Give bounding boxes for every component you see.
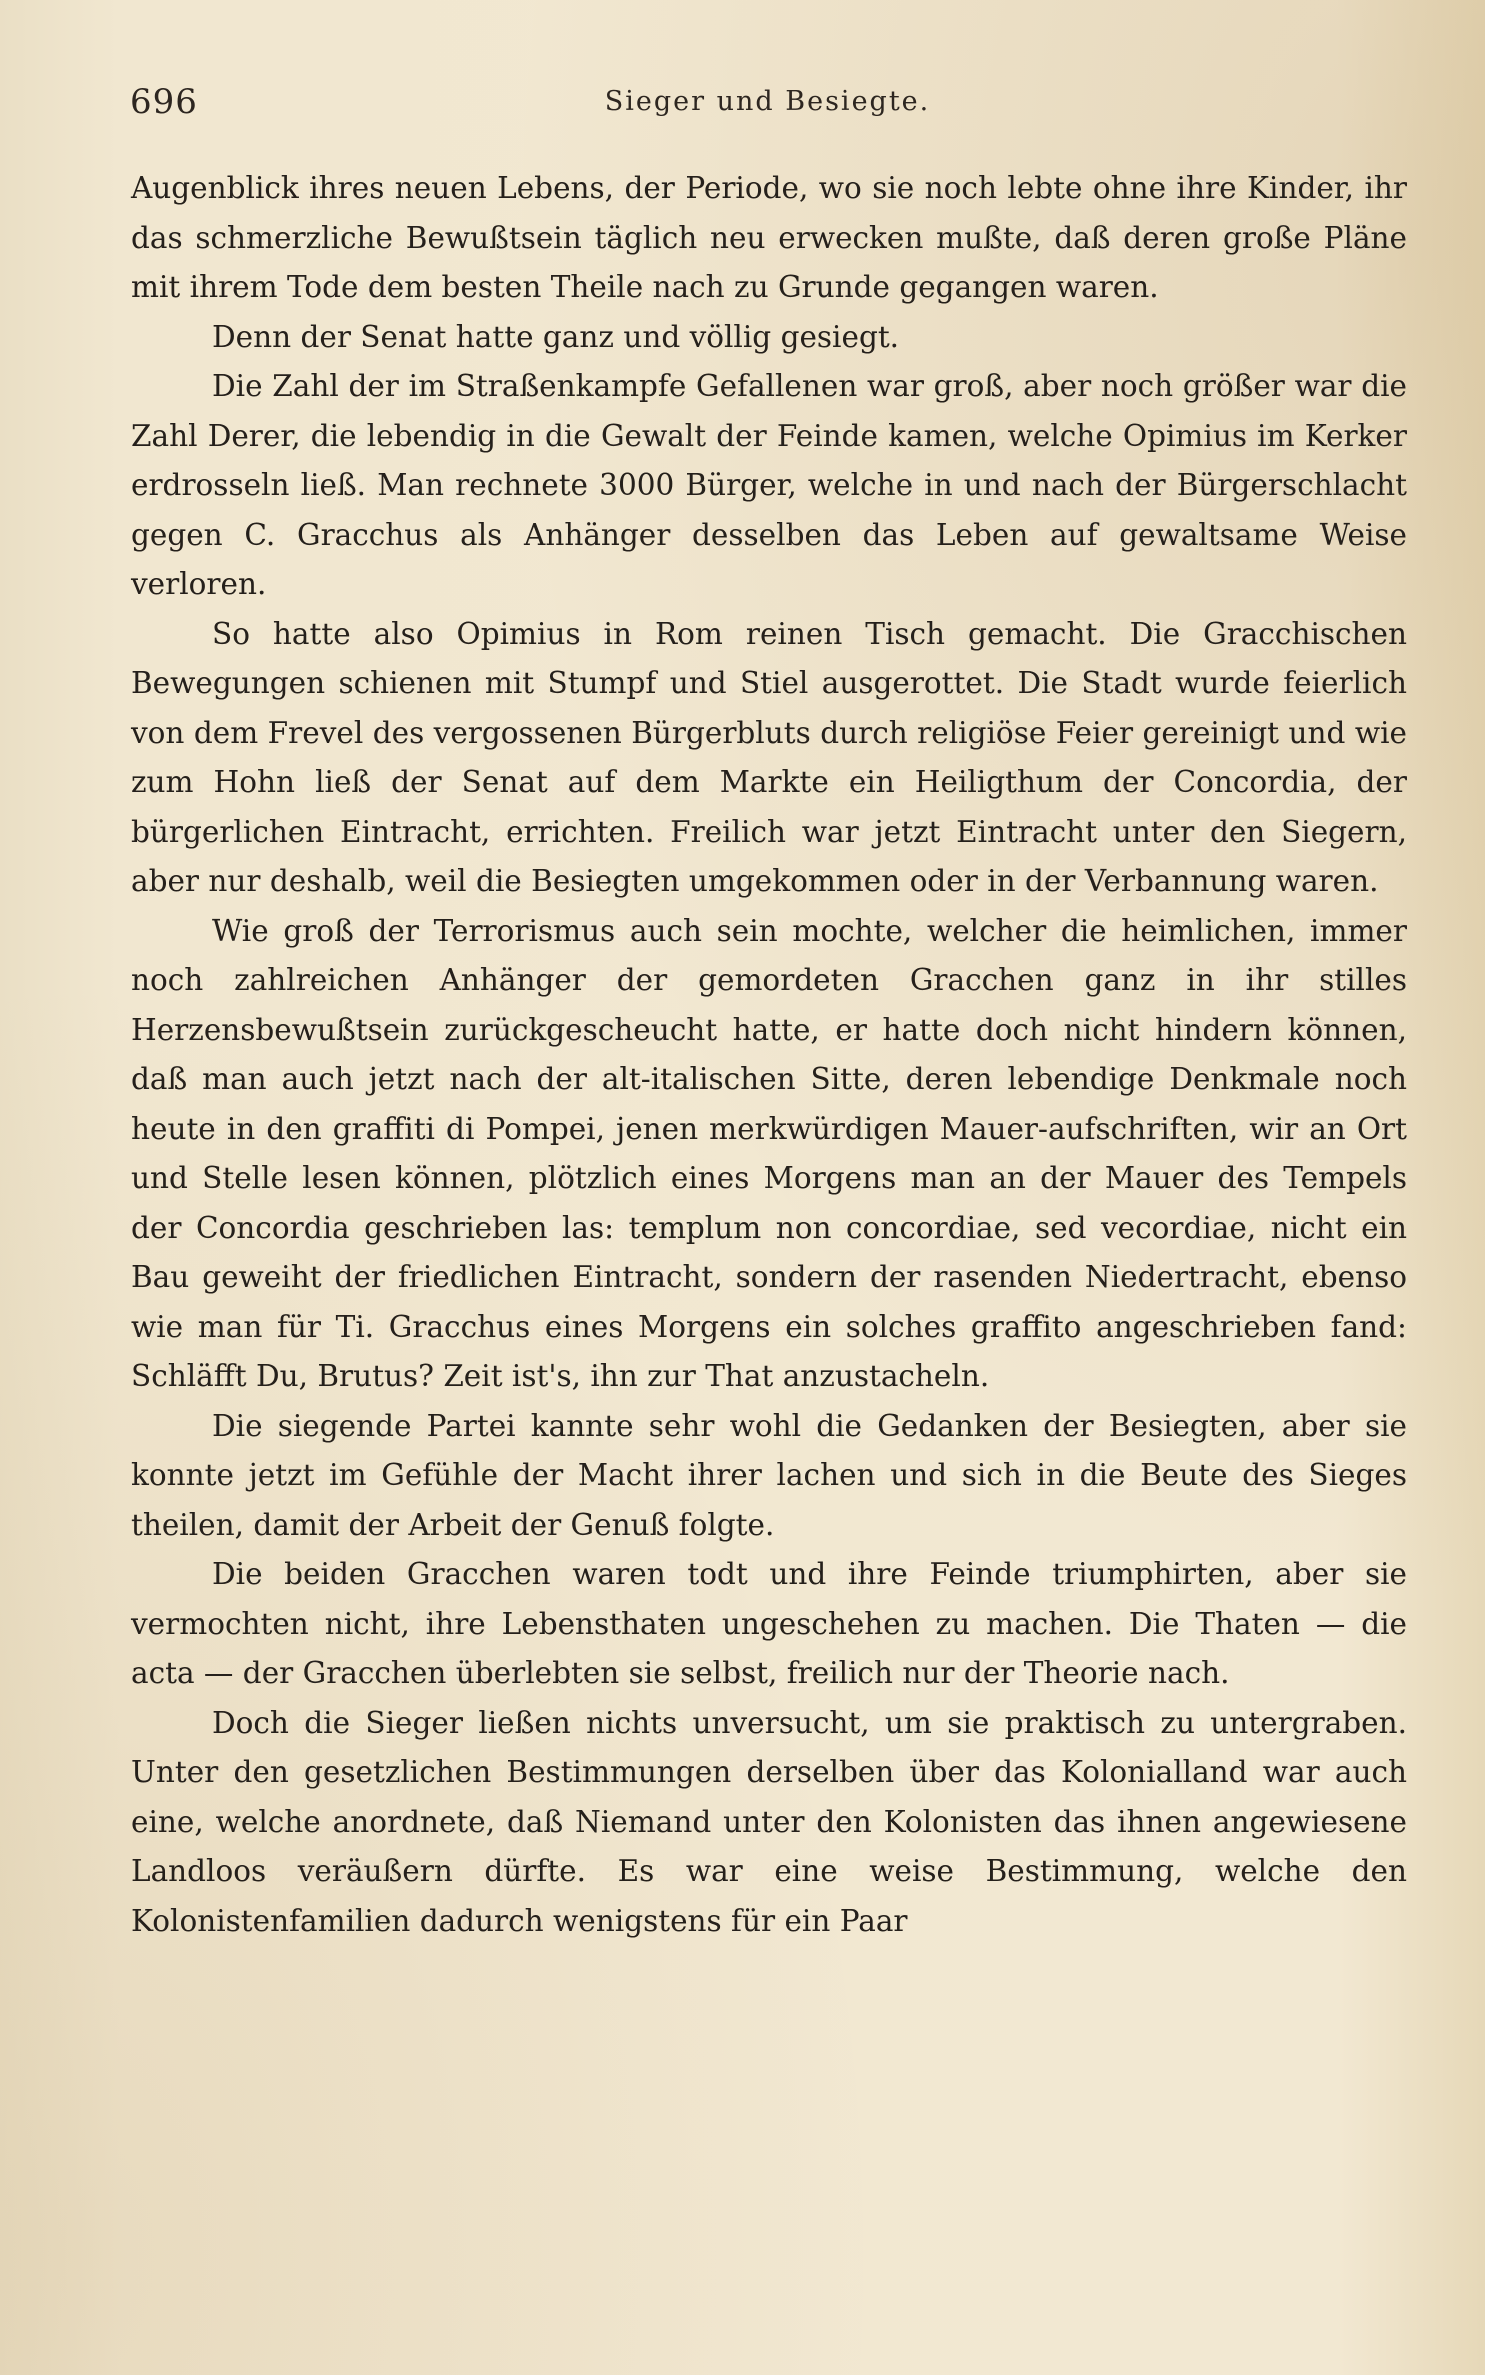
paragraph: Wie groß der Terrorismus auch sein mochte, welcher die heimlichen, immer noch zahlreichen Anhänger der gemordeten Gracchen ganz in ihr stilles Herzensbewußtsein zurückgescheucht hatte, er hatte doch nicht hindern können, daß man auch jetzt nach der alt-italischen Sitte, deren lebendige Denkmale noch heute in den graffiti di Pompei, jenen merkwürdigen Mauer-aufschriften, wir an Ort und Stelle lesen können, plötzlich eines Morgens man an der Mauer des Tempels der Concordia geschrieben las: templum non concordiae, sed vecordiae, nicht ein Bau geweiht der friedlichen Eintracht, sondern der rasenden Niedertracht, ebenso wie man für Ti. Gracchus eines Morgens ein solches graffito angeschrieben fand: Schläfft Du, Brutus? Zeit ist's, ihn zur That anzustacheln.	[131, 913, 1407, 1393]
paragraph: Die Zahl der im Straßenkampfe Gefallenen war groß, aber noch größer war die Zahl Derer, die lebendig in die Gewalt der Feinde kamen, welche Opimius im Kerker erdrosseln ließ. Man rechnete 3000 Bürger, welche in und nach der Bürgerschlacht gegen C. Gracchus als Anhänger desselben das Leben auf gewaltsame Weise verloren.	[131, 369, 1407, 601]
paragraph: Doch die Sieger ließen nichts unversucht, um sie praktisch zu untergraben. Unter den gesetzlichen Bestimmungen derselben über das Kolonialland war auch eine, welche anordnete, daß Niemand unter den Kolonisten das ihnen angewiesene Landloos veräußern dürfte. Es war eine weise Bestimmung, welche den Kolonistenfamilien dadurch wenigstens für ein Paar	[131, 1705, 1407, 1938]
page-header	[130, 82, 1405, 132]
page-number: 696	[130, 82, 198, 122]
paragraph: Denn der Senat hatte ganz und völlig gesiegt.	[212, 319, 900, 354]
paragraph: Die beiden Gracchen waren todt und ihre Feinde triumphirten, aber sie vermochten nicht, ihre Lebensthaten ungeschehen zu machen. Die Thaten — die acta — der Gracchen überlebten sie selbst, freilich nur der Theorie nach.	[131, 1557, 1407, 1690]
body-text	[131, 164, 1407, 1946]
running-title: Sieger und Besiegte.	[604, 86, 931, 117]
paragraph: So hatte also Opimius in Rom reinen Tisch gemacht. Die Gracchischen Bewegungen schienen mit Stumpf und Stiel ausgerottet. Die Stadt wurde feierlich von dem Frevel des vergossenen Bürgerbluts durch religiöse Feier gereinigt und wie zum Hohn ließ der Senat auf dem Markte ein Heiligthum der Concordia, der bürgerlichen Eintracht, errichten. Freilich war jetzt Eintracht unter den Siegern, aber nur deshalb, weil die Besiegten umgekommen oder in der Verbannung waren.	[131, 616, 1407, 898]
paragraph: Augenblick ihres neuen Lebens, der Periode, wo sie noch lebte ohne ihre Kinder, ihr das schmerzliche Bewußtsein täglich neu erwecken mußte, daß deren große Pläne mit ihrem Tode dem besten Theile nach zu Grunde gegangen waren.	[131, 171, 1407, 304]
paragraph: Die siegende Partei kannte sehr wohl die Gedanken der Besiegten, aber sie konnte jetzt im Gefühle der Macht ihrer lachen und sich in die Beute des Sieges theilen, damit der Arbeit der Genuß folgte.	[131, 1408, 1407, 1542]
